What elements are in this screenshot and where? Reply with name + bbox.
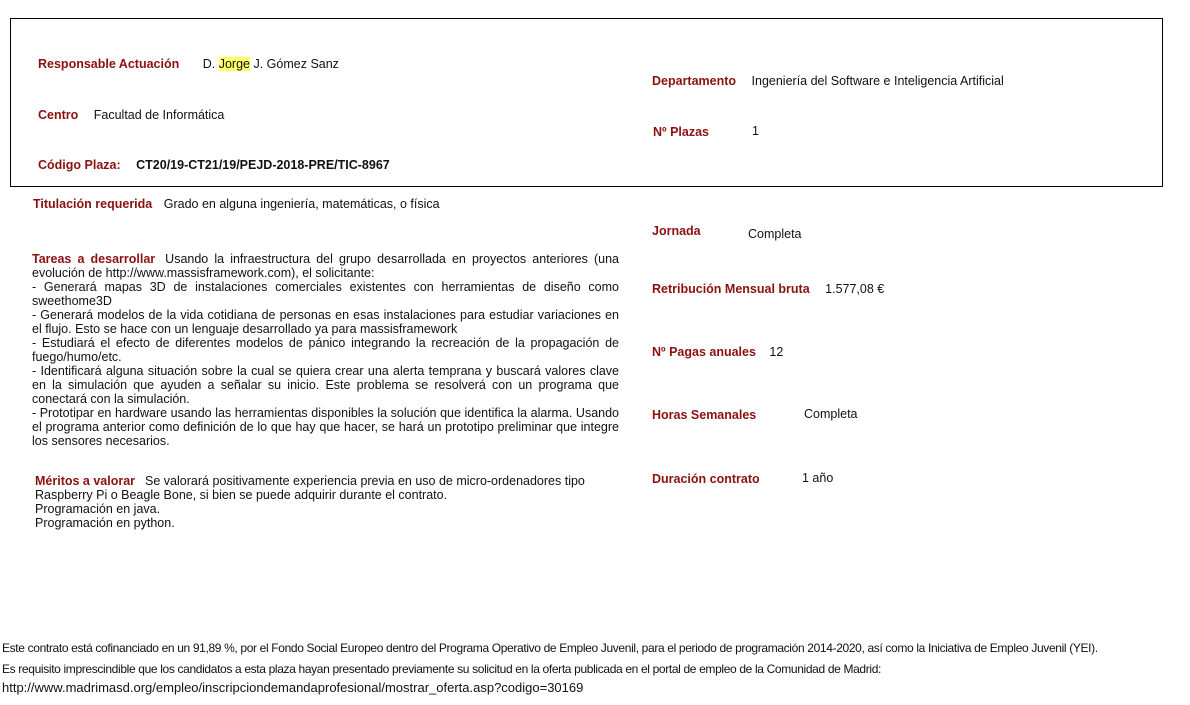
plazas-value: 1 (752, 124, 759, 138)
meritos-section (35, 474, 621, 530)
tareas-section (32, 252, 619, 448)
horas-label: Horas Semanales (652, 408, 757, 422)
jornada-row (652, 224, 802, 241)
retribucion-row (652, 282, 884, 296)
responsable-label: Responsable Actuación (38, 57, 180, 71)
titulacion-label: Titulación requerida (33, 197, 153, 211)
meritos-label: Méritos a valorar (35, 474, 136, 488)
centro-label: Centro (38, 108, 79, 122)
tareas-intro: Usando la infraestructura del grupo desarrollada en proyectos anteriores (una evolución de http://www.massisframework.com), el solicitante: (32, 252, 619, 280)
codigo-value: CT20/19-CT21/19/PEJD-2018-PRE/TIC-8967 (136, 158, 390, 172)
pagas-label: Nº Pagas anuales (652, 345, 756, 359)
jornada-label: Jornada (652, 224, 701, 238)
pagas-row (652, 345, 783, 359)
departamento-label: Departamento (652, 74, 737, 88)
meritos-item: Programación en java. (35, 502, 161, 516)
duracion-row (652, 471, 834, 486)
departamento-value: Ingeniería del Software e Inteligencia Artificial (751, 74, 1004, 88)
retribucion-label: Retribución Mensual bruta (652, 282, 810, 296)
footer-requisito: Es requisito imprescindible que los candidatos a esta plaza hayan presentado previamente su solicitud en la oferta publicada en el portal de empleo de la Comunidad de Madrid: (2, 662, 882, 676)
centro-row (38, 108, 224, 122)
meritos-item: Programación en python. (35, 516, 175, 530)
plazas-label: Nº Plazas (653, 125, 709, 139)
titulacion-row (33, 197, 440, 211)
tareas-item: - Identificará alguna situación sobre la cual se quiera crear una alerta temprana y buscará valores clave en la simulación que ayuden a señalar su inicio. Este problema se resolverá con un programa que conectará con la simulación. (32, 364, 619, 406)
responsable-row (38, 57, 339, 71)
tareas-item: - Generará mapas 3D de instalaciones comerciales existentes con herramientas de diseño como sweethome3D (32, 280, 619, 308)
titulacion-value: Grado en alguna ingeniería, matemáticas, o física (163, 197, 440, 211)
horas-row (652, 407, 858, 422)
footer-url-link[interactable]: http://www.madrimasd.org/empleo/inscripciondemandaprofesional/mostrar_oferta.asp?codigo=30169 (2, 680, 584, 695)
retribucion-value: 1.577,08 € (825, 282, 885, 296)
duracion-label: Duración contrato (652, 472, 760, 486)
meritos-intro: Se valorará positivamente experiencia previa en uso de micro-ordenadores tipo Raspberry Pi o Beagle Bone, si bien se puede adquirir durante el contrato. (35, 474, 585, 502)
centro-value: Facultad de Informática (93, 108, 225, 122)
jornada-value: Completa (748, 227, 802, 241)
tareas-label: Tareas a desarrollar (32, 252, 156, 266)
codigo-row (38, 158, 390, 172)
duracion-value: 1 año (802, 471, 834, 485)
responsable-prefix: D. (202, 57, 216, 71)
departamento-row (652, 74, 1004, 88)
tareas-item: - Generará modelos de la vida cotidiana de personas en esas instalaciones para estudiar variaciones en el flujo. Esto se hace con un lenguaje desarrollado ya para massisframework (32, 308, 619, 336)
footer-cofinanciacion: Este contrato está cofinanciado en un 91,89 %, por el Fondo Social Europeo dentro del Programa Operativo de Empleo Juvenil, para el periodo de programación 2014-2020, así como la Iniciativa de Empleo Juvenil (YEI). (2, 641, 1098, 655)
responsable-highlight: Jorge (218, 57, 250, 71)
plazas-row (653, 124, 759, 139)
responsable-rest: J. Gómez Sanz (253, 57, 339, 71)
tareas-item: - Estudiará el efecto de diferentes modelos de pánico integrando la recreación de la propagación de fuego/humo/etc. (32, 336, 619, 364)
codigo-label: Código Plaza: (38, 158, 121, 172)
tareas-item: - Prototipar en hardware usando las herramientas disponibles la solución que identifica la alarma. Usando el programa anterior como definición de lo que hay que hacer, se hará un prototipo preliminar que integre los sensores necesarios. (32, 406, 619, 448)
horas-value: Completa (804, 407, 858, 421)
pagas-value: 12 (769, 345, 784, 359)
